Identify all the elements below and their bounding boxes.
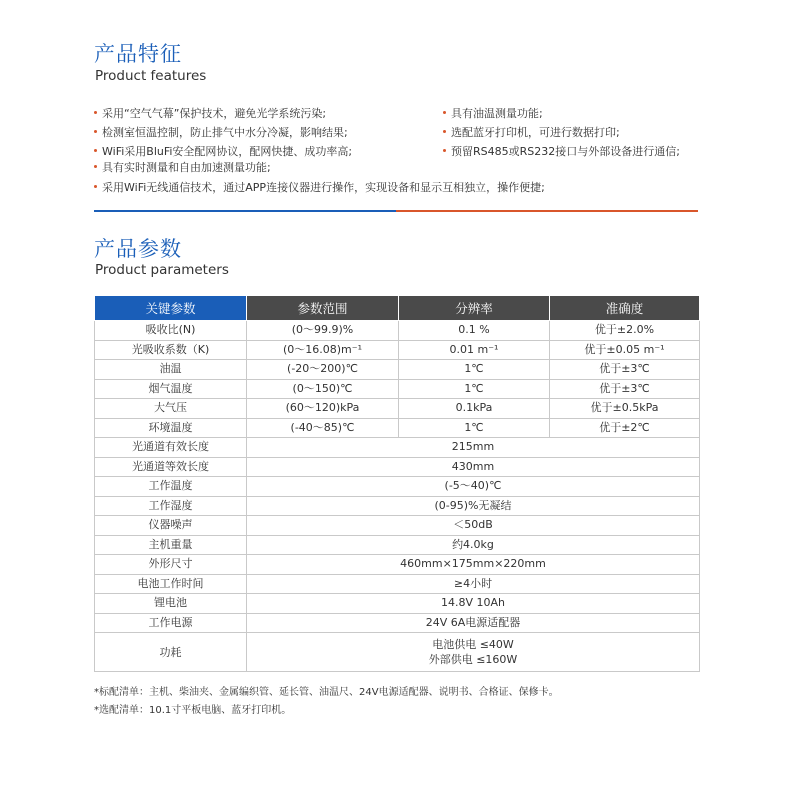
notes: [94, 684, 559, 720]
feature-text: 具有实时测量和自由加速测量功能;: [102, 161, 271, 174]
param-range: (-20～200)℃: [247, 360, 399, 380]
params-table: [94, 295, 700, 672]
param-value: 215mm: [247, 438, 700, 458]
feature-text: 检测室恒温控制，防止排气中水分冷凝，影响结果;: [102, 126, 348, 139]
param-value: 14.8V 10Ah: [247, 594, 700, 614]
bullet-icon: [94, 165, 97, 168]
features-left-column: [94, 104, 352, 177]
param-name: 吸收比(N): [95, 321, 247, 341]
table-row: [95, 574, 700, 594]
bullet-icon: [443, 111, 446, 114]
table-row: [95, 477, 700, 497]
table-row: [95, 438, 700, 458]
param-resolution: 1℃: [399, 418, 550, 438]
params-title-en: Product parameters: [95, 262, 229, 278]
bullet-icon: [94, 130, 97, 133]
param-name: 锂电池: [95, 594, 247, 614]
section-divider: [94, 210, 698, 212]
param-resolution: 0.1kPa: [399, 399, 550, 419]
table-row: [95, 457, 700, 477]
param-name: 功耗: [95, 633, 247, 672]
param-name: 电池工作时间: [95, 574, 247, 594]
param-name: 光吸收系数（K): [95, 340, 247, 360]
param-resolution: 0.1 %: [399, 321, 550, 341]
param-name: 仪器噪声: [95, 516, 247, 536]
feature-text: 预留RS485或RS232接口与外部设备进行通信;: [451, 145, 680, 158]
param-name: 工作电源: [95, 613, 247, 633]
table-row: [95, 418, 700, 438]
param-value: [247, 633, 700, 672]
param-value: ＜50dB: [247, 516, 700, 536]
feature-item: [94, 123, 352, 142]
table-row: [95, 321, 700, 341]
table-row-power: [95, 633, 700, 672]
bullet-icon: [94, 111, 97, 114]
param-value: ≥4小时: [247, 574, 700, 594]
feature-text: 具有油温测量功能;: [451, 107, 543, 120]
features-title-en: Product features: [95, 68, 207, 84]
header-range: 参数范围: [247, 296, 399, 321]
param-accuracy: 优于±3℃: [550, 379, 700, 399]
feature-text: 选配蓝牙打印机，可进行数据打印;: [451, 126, 620, 139]
table-row: [95, 379, 700, 399]
table-row: [95, 516, 700, 536]
bullet-icon: [94, 185, 97, 188]
param-value: (0-95)%无凝结: [247, 496, 700, 516]
features-right-column: [443, 104, 680, 161]
param-accuracy: 优于±2.0%: [550, 321, 700, 341]
param-range: (0～99.9)%: [247, 321, 399, 341]
feature-item: [443, 123, 680, 142]
param-accuracy: 优于±2℃: [550, 418, 700, 438]
param-name: 大气压: [95, 399, 247, 419]
bullet-icon: [94, 149, 97, 152]
param-range: (0～150)℃: [247, 379, 399, 399]
divider-orange: [396, 210, 698, 212]
table-row: [95, 594, 700, 614]
table-row: [95, 535, 700, 555]
param-accuracy: 优于±3℃: [550, 360, 700, 380]
param-value: 430mm: [247, 457, 700, 477]
standard-list-note: *标配清单：主机、柴油夹、金属编织管、延长管、油温尺、24V电源适配器、说明书、合格证、保修卡。: [94, 687, 559, 698]
feature-text: WiFi采用BluFi安全配网协议，配网快捷、成功率高;: [102, 145, 353, 158]
param-range: (-40～85)℃: [247, 418, 399, 438]
param-name: 工作湿度: [95, 496, 247, 516]
feature-text: 采用“空气气幕”保护技术，避免光学系统污染;: [102, 107, 327, 120]
table-row: [95, 555, 700, 575]
param-accuracy: 优于±0.5kPa: [550, 399, 700, 419]
param-name: 外形尺寸: [95, 555, 247, 575]
param-name: 光通道等效长度: [95, 457, 247, 477]
param-value: 24V 6A电源适配器: [247, 613, 700, 633]
param-name: 光通道有效长度: [95, 438, 247, 458]
feature-item-wide: [94, 178, 545, 197]
header-accuracy: 准确度: [550, 296, 700, 321]
header-resolution: 分辨率: [399, 296, 550, 321]
header-key: 关键参数: [95, 296, 247, 321]
table-row: [95, 399, 700, 419]
param-name: 环境温度: [95, 418, 247, 438]
param-name: 主机重量: [95, 535, 247, 555]
feature-item: [94, 158, 352, 177]
param-name: 油温: [95, 360, 247, 380]
param-value: (-5～40)℃: [247, 477, 700, 497]
divider-blue: [94, 210, 396, 212]
bullet-icon: [443, 130, 446, 133]
table-row: [95, 496, 700, 516]
param-value: 约4.0kg: [247, 535, 700, 555]
params-title-zh: 产品参数: [94, 237, 182, 261]
feature-text: 采用WiFi无线通信技术，通过APP连接仪器进行操作，实现设备和显示互相独立，操作便捷;: [102, 181, 545, 194]
param-range: (0～16.08)m⁻¹: [247, 340, 399, 360]
param-value: 460mm×175mm×220mm: [247, 555, 700, 575]
param-accuracy: 优于±0.05 m⁻¹: [550, 340, 700, 360]
param-resolution: 1℃: [399, 360, 550, 380]
table-row: [95, 613, 700, 633]
optional-list-note: *选配清单：10.1寸平板电脑、蓝牙打印机。: [94, 705, 292, 716]
table-row: [95, 360, 700, 380]
feature-item: [94, 104, 352, 123]
features-title-zh: 产品特征: [94, 42, 182, 66]
feature-item: [443, 142, 680, 161]
param-range: (60～120)kPa: [247, 399, 399, 419]
power-external: 外部供电 ≤160W: [428, 653, 518, 666]
param-resolution: 0.01 m⁻¹: [399, 340, 550, 360]
param-name: 烟气温度: [95, 379, 247, 399]
table-row: [95, 340, 700, 360]
bullet-icon: [443, 149, 446, 152]
param-resolution: 1℃: [399, 379, 550, 399]
param-name: 工作温度: [95, 477, 247, 497]
power-battery: 电池供电 ≤40W: [432, 638, 514, 651]
table-header-row: [95, 296, 700, 321]
feature-item: [443, 104, 680, 123]
